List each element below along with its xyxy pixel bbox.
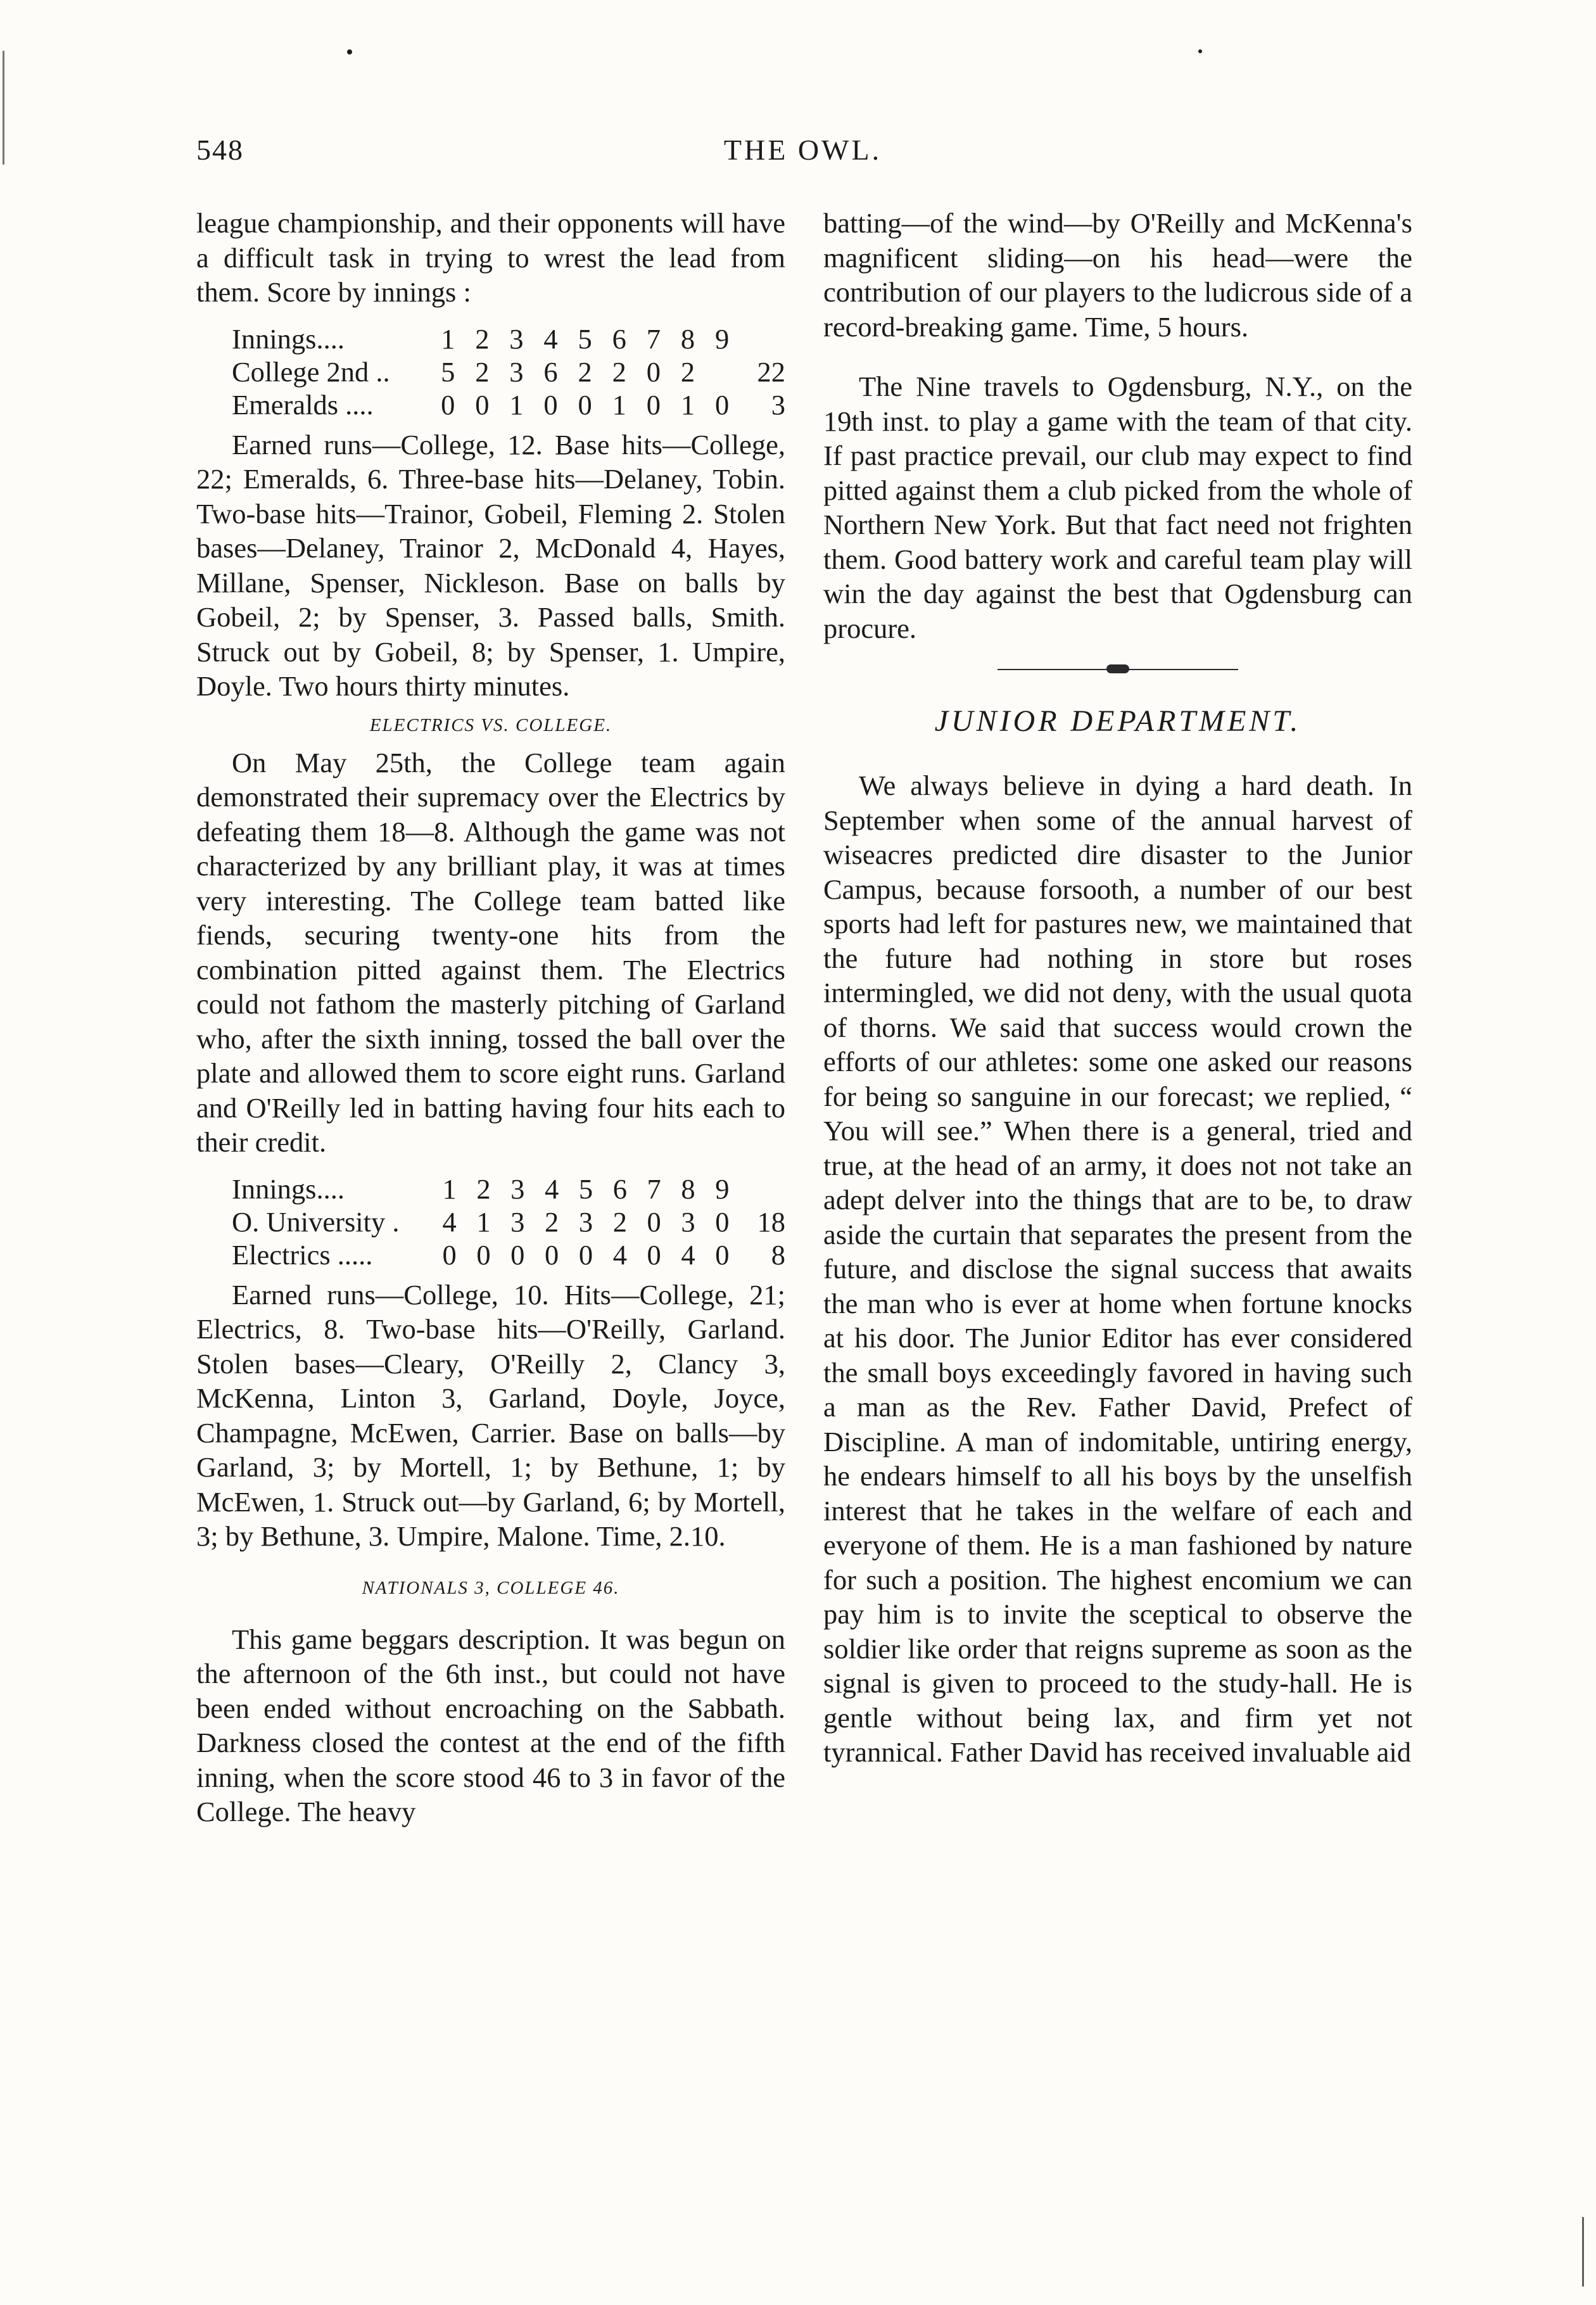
rule-ornament: [1106, 664, 1129, 673]
right-column: [823, 206, 1412, 1770]
inning-number: 4: [545, 1172, 559, 1205]
left-paragraph-2: Earned runs—College, 12. Base hits—College, 22; Emeralds, 6. Three-base hits—Delaney, Tobin. Two-base hits—Trainor, Gobeil, Fleming 2. Stolen bases—Delaney, Trainor 2, McDonald 4, Hayes, Millane, Spenser, Nickleson. Base on balls by Gobeil, 2; by Spenser, 3. Passed balls, Smith. Struck out by Gobeil, 8; by Spenser, 1. Umpire, Doyle. Two hours thirty minutes.: [196, 428, 785, 702]
inning-score: 2: [545, 1205, 559, 1238]
subheading-electrics: ELECTRICS VS. COLLEGE.: [369, 714, 612, 735]
inning-score: 0: [578, 388, 592, 421]
scan-speck: [1198, 49, 1202, 53]
total-cell: [749, 322, 785, 355]
section-heading-junior-department: JUNIOR DEPARTMENT.: [934, 704, 1302, 738]
innings-header-row: [232, 1172, 785, 1205]
inning-score: 0: [510, 1238, 525, 1271]
innings-label: Innings....: [232, 1172, 345, 1205]
inning-number: 1: [442, 1172, 457, 1205]
running-head: THE OWL.: [723, 134, 882, 166]
inning-score: 0: [441, 388, 455, 421]
inning-score: 3: [578, 1205, 593, 1238]
inning-number: 5: [578, 322, 592, 355]
inning-score: 2: [578, 355, 592, 388]
total-score: 22: [757, 355, 785, 388]
inning-number: 9: [715, 1172, 730, 1205]
inning-score: 0: [578, 1238, 593, 1271]
inning-number: 3: [509, 322, 524, 355]
left-paragraph-3: On May 25th, the College team again demonstrated their supremacy over the Electrics by defeating them 18—8. Although the game was not characterized by any brilliant play, it was at times very interesting. The College team batted like fiends, securing twenty-one hits from the combination pitted against them. The Electrics could not fathom the masterly pitching of Garland who, after the sixth inning, tossed the ball over the plate and allowed them to score eight runs. Garland and O'Reilly led in batting having four hits each to their credit.: [196, 746, 785, 1158]
left-paragraph-1: league championship, and their opponents will have a difficult task in trying to wrest the lead from them. Score by innings :: [196, 207, 785, 308]
innings-header-row: [232, 322, 785, 355]
inning-number: 6: [612, 322, 626, 355]
score-table-emeralds: [232, 322, 785, 421]
inning-number: 4: [543, 322, 558, 355]
inning-score: 0: [714, 388, 730, 421]
inning-score: 3: [510, 1205, 525, 1238]
inning-score: 2: [680, 355, 695, 388]
inning-score: 0: [543, 388, 558, 421]
inning-score: [715, 355, 749, 388]
inning-score: 0: [545, 1238, 559, 1271]
margin-mark: [3, 51, 4, 165]
inning-score: 1: [509, 388, 524, 421]
inning-score: 3: [509, 355, 524, 388]
left-paragraph-5: This game beggars description. It was begun on the afternoon of the 6th inst., but could not have been ended without encroaching on the Sabbath. Darkness closed the contest at the end of the fifth inning, when the score stood 46 to 3 in favor of the College. The heavy: [196, 1623, 785, 1827]
inning-score: 0: [646, 388, 661, 421]
team-name: College 2nd ..: [232, 355, 390, 388]
inning-score: 4: [442, 1205, 457, 1238]
inning-score: 2: [475, 355, 490, 388]
subheading-nationals: NATIONALS 3, COLLEGE 46.: [362, 1577, 620, 1598]
inning-number: 2: [476, 1172, 491, 1205]
total-score: 3: [771, 388, 785, 421]
total-score: 8: [771, 1238, 785, 1271]
inning-number: 3: [510, 1172, 525, 1205]
team-name: Electrics .....: [232, 1238, 373, 1271]
inning-number: 6: [612, 1172, 627, 1205]
scan-speck: [347, 49, 352, 54]
inning-score: 4: [681, 1238, 695, 1271]
ornamental-rule: [998, 663, 1238, 676]
inning-number: 8: [680, 322, 695, 355]
inning-score: 1: [612, 388, 626, 421]
inning-score: 0: [646, 355, 661, 388]
score-table-electrics: [232, 1172, 785, 1271]
inning-number: 7: [646, 322, 661, 355]
table-row: [232, 355, 785, 388]
inning-number: 1: [441, 322, 455, 355]
left-paragraph-4: Earned runs—College, 10. Hits—College, 21; Electrics, 8. Two-base hits—O'Reilly, Garland. Stolen bases—Cleary, O'Reilly 2, Clancy 3, McKenna, Linton 3, Garland, Doyle, Joyce, Champagne, McEwen, Carrier. Base on balls—by Garland, 3; by Mortell, 1; by Bethune, 1; by McEwen, 1. Struck out—by Garland, 6; by Mortell, 3; by Bethune, 3. Umpire, Malone. Time, 2.10.: [196, 1278, 785, 1552]
inning-score: 0: [715, 1205, 730, 1238]
inning-score: 5: [441, 355, 455, 388]
right-paragraph-2: The Nine travels to Ogdensburg, N.Y., on the 19th inst. to play a game with the team of that city. If past practice prevail, our club may expect to find pitted against them a club picked from the whole of Northern New York. But that fact need not frighten them. Good battery work and careful team play will win the day against the best that Ogdensburg can procure.: [823, 371, 1412, 644]
inning-number: 9: [714, 322, 730, 355]
inning-number: 5: [578, 1172, 593, 1205]
table-row: [232, 1238, 785, 1271]
total-cell: [749, 1172, 785, 1205]
table-row: [232, 1205, 785, 1238]
inning-score: 0: [715, 1238, 730, 1271]
margin-mark: [1582, 2217, 1584, 2287]
right-paragraph-3: We always believe in dying a hard death. In September when some of the annual harvest of wiseacres predicted dire disaster to the Junior Campus, because forsooth, a number of our best sports had left for pastures new, we maintained that the future had nothing in store but roses intermingled, we did not deny, with the usual quota of thorns. We said that success would crown the efforts of our athletes: some one asked our reasons for being so sanguine in our forecast; we replied, “ You will see.” When there is a general, tried and true, at the head of an army, it does not not take an adept delver into the things that are to be, to draw aside the curtain that separates the present from the future, and disclose the signal success that awaits the man who is ever at home when fortune knocks at his door. The Junior Editor has ever considered the small boys exceedingly favored in having such a man as the Rev. Father David, Prefect of Discipline. A man of indomitable, untiring energy, he endears himself to all his boys by the unselfish interest that he takes in the welfare of each and everyone of them. He is a man fashioned by nature for such a position. The highest encomium we can pay him is to invite the sceptical to observe the soldier like order that reigns supreme as soon as the signal is given to proceed to the study-hall. He is gentle without being lax, and firm yet not tyrannical. Father David has received invaluable aid: [823, 770, 1412, 1768]
page-header: [196, 133, 1409, 177]
right-paragraph-1: batting—of the wind—by O'Reilly and McKenna's magnificent sliding—on his head—were the contribution of our players to the ludicrous side of a record-breaking game. Time, 5 hours.: [823, 207, 1412, 343]
inning-score: 0: [647, 1238, 661, 1271]
inning-score: 0: [476, 1238, 491, 1271]
inning-score: 6: [543, 355, 558, 388]
table-row: [232, 388, 785, 421]
inning-score: 2: [612, 1205, 627, 1238]
inning-score: 1: [476, 1205, 491, 1238]
left-column: [196, 206, 785, 1829]
inning-number: 7: [647, 1172, 661, 1205]
inning-score: 1: [680, 388, 695, 421]
inning-number: 8: [681, 1172, 695, 1205]
inning-score: 4: [612, 1238, 627, 1271]
team-name: Emeralds ....: [232, 388, 374, 421]
inning-score: 0: [475, 388, 490, 421]
inning-score: 0: [647, 1205, 661, 1238]
page-number: 548: [196, 134, 244, 166]
inning-score: 2: [612, 355, 626, 388]
inning-score: 0: [442, 1238, 457, 1271]
total-score: 18: [757, 1205, 785, 1238]
team-name: O. University .: [232, 1205, 400, 1238]
innings-label: Innings....: [232, 322, 345, 355]
inning-score: 3: [681, 1205, 695, 1238]
inning-number: 2: [475, 322, 490, 355]
